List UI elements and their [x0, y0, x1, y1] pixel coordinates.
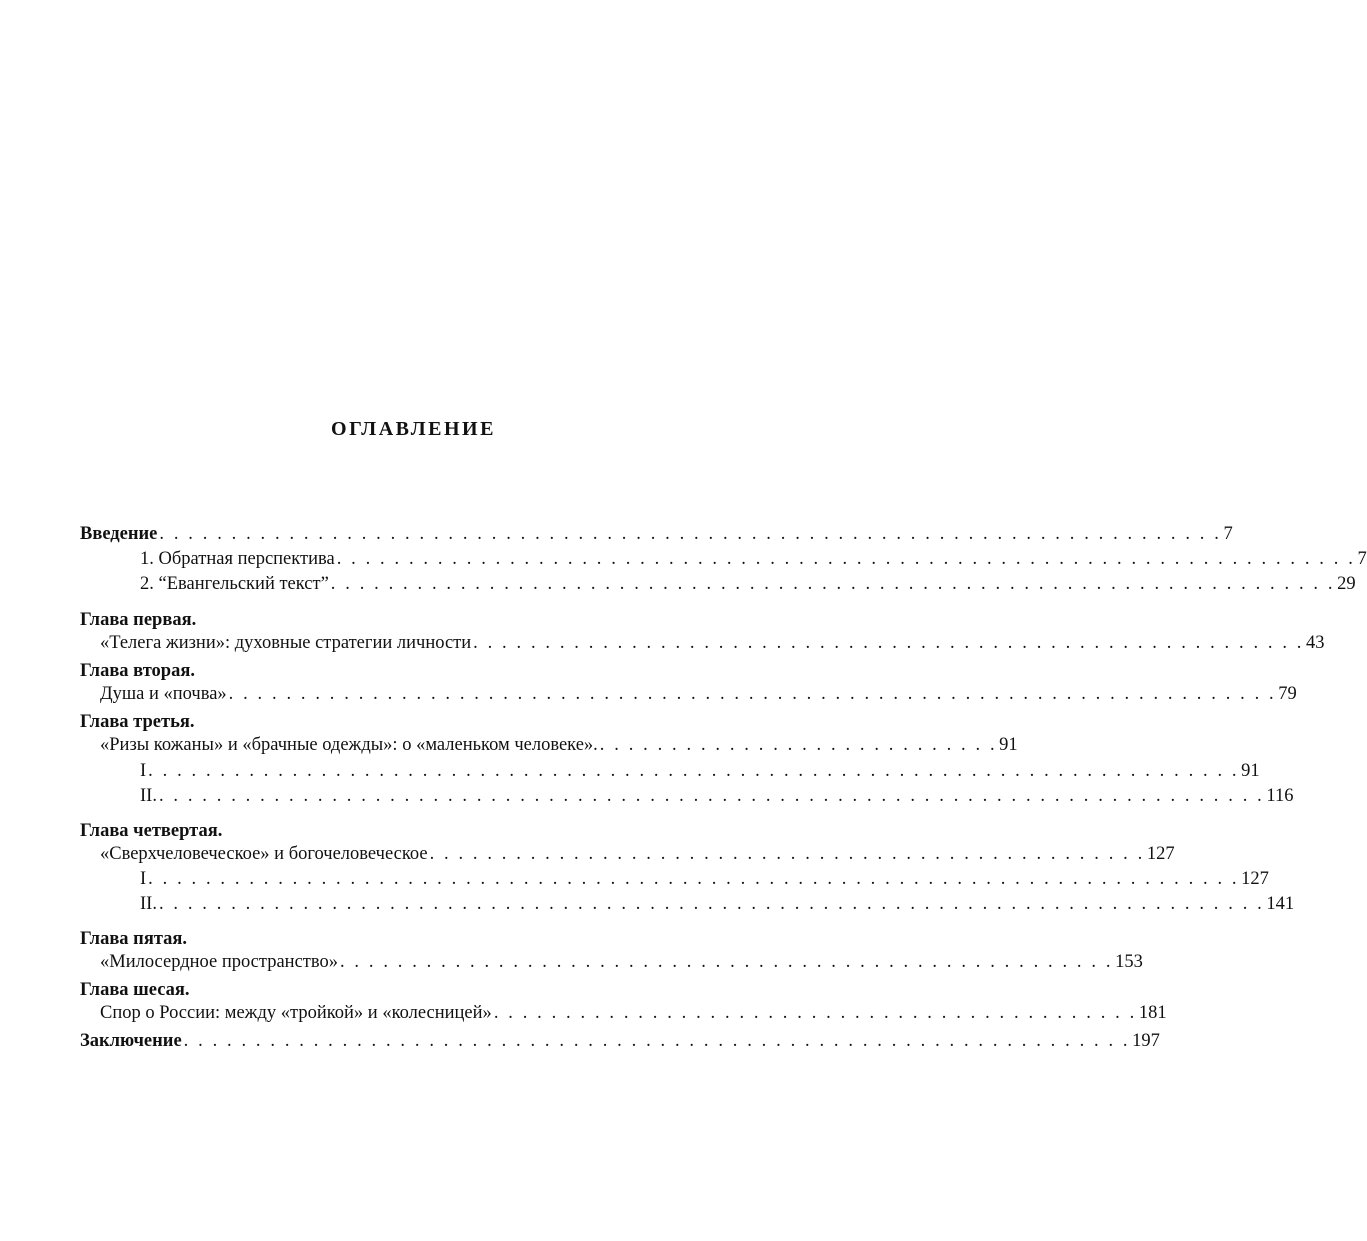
toc-page-number: 181 [1138, 1003, 1167, 1023]
toc-page-number: 91 [1241, 761, 1260, 781]
toc-entry-subsection [140, 759, 1260, 783]
toc-chapter-heading: Глава шесая. [80, 980, 190, 1000]
toc-page-number: 197 [1132, 1031, 1160, 1051]
toc-entry-introduction [80, 522, 1233, 546]
toc-entry-text: II. [140, 786, 157, 806]
toc-entry-subsection [140, 572, 1356, 596]
dot-leader: . . . . . . . . . . . . . . . . . . . . . . . . . . . . . . . . . . . . . . . . . . . . . . . . . . . . . . . . . . . . . . . . . . . . . . . . . . . . . [158, 894, 1265, 914]
toc-page-number: 127 [1241, 869, 1269, 889]
dot-leader: . . . . . . . . . . . . . . . . . . . . . . . . . . . . . . . . . . . . . . . . . . . . . . . . . . . . . . . . . . . . . . . . . . [183, 1031, 1131, 1051]
toc-entry [100, 842, 1175, 866]
toc-page-number: 29 [1337, 574, 1356, 594]
toc-page-number: 127 [1146, 844, 1175, 864]
toc-entry-text: I [140, 869, 147, 889]
dot-leader: . . . . . . . . . . . . . . . . . . . . . . . . . . . . . . . . . . . . . . . . . . . . . . . . . . . . . . . . . . . . . . . . . . . . . . . . . . . . [148, 869, 1240, 889]
toc-page-number: 7 [1357, 549, 1367, 569]
toc-entry-text: «Телега жизни»: духовные стратегии личности [100, 633, 472, 653]
toc-entry-text: 1. Обратная перспектива [140, 549, 335, 569]
toc-page-number: 153 [1115, 952, 1143, 972]
dot-leader: . . . . . . . . . . . . . . . . . . . . . . . . . . . . . . . . . . . . . . . . . . . . . . . . . . . . . . . . . . [473, 633, 1305, 653]
toc-entry-text: I [140, 761, 147, 781]
toc-page-number: 91 [999, 735, 1018, 755]
dot-leader: . . . . . . . . . . . . . . . . . . . . . . . . . . . . . . . . . . . . . . . . . . . . . . . . . . . . . . [339, 952, 1114, 972]
dot-leader: . . . . . . . . . . . . . . . . . . . . . . . . . . . . . . . . . . . . . . . . . . . . . . . . . . . . . . . . . . . . . . . . . . . . . . . . . . . . . [158, 786, 1265, 806]
toc-entry-text: 2. “Евангельский текст” [140, 574, 329, 594]
toc-entry-text: II. [140, 894, 157, 914]
toc-title: ОГЛАВЛЕНИЕ [331, 418, 496, 440]
toc-chapter-heading: Глава пятая. [80, 929, 188, 949]
dot-leader: . . . . . . . . . . . . . . . . . . . . . . . . . . . . . . . . . . . . . . . . . . . . . . . . . . [429, 844, 1145, 864]
toc-entry [100, 682, 1297, 706]
toc-entry [100, 733, 1018, 757]
toc-page-number: 43 [1306, 633, 1325, 653]
toc-entry-text: «Сверхчеловеческое» и богочеловеческое [100, 844, 428, 864]
toc-entry-text: Заключение [80, 1031, 182, 1051]
toc-entry-subsection [140, 784, 1294, 808]
toc-chapter-heading: Глава четвертая. [80, 821, 223, 841]
toc-entry [100, 631, 1325, 655]
toc-entry-conclusion [80, 1029, 1160, 1053]
toc-entry [100, 1001, 1167, 1025]
toc-chapter-heading: Глава вторая. [80, 661, 195, 681]
dot-leader: . . . . . . . . . . . . . . . . . . . . . . . . . . . . . . . . . . . . . . . . . . . . . . . . . . . . . . . . . . . . . . . . . . . . . . . . . . . . [148, 761, 1240, 781]
toc-chapter-heading: Глава третья. [80, 712, 195, 732]
dot-leader: . . . . . . . . . . . . . . . . . . . . . . . . . . . . [599, 735, 998, 755]
toc-entry-subsection [140, 547, 1367, 571]
dot-leader: . . . . . . . . . . . . . . . . . . . . . . . . . . . . . . . . . . . . . . . . . . . . . . . . . . . . . . . . . . . . . . . . . . . . . . [330, 574, 1336, 594]
toc-entry [100, 950, 1143, 974]
dot-leader: . . . . . . . . . . . . . . . . . . . . . . . . . . . . . . . . . . . . . . . . . . . . . . . . . . . . . . . . . . . . . . . . . . . . . . . . . [228, 684, 1277, 704]
toc-page-number: 141 [1266, 894, 1295, 914]
dot-leader: . . . . . . . . . . . . . . . . . . . . . . . . . . . . . . . . . . . . . . . . . . . . . [493, 1003, 1137, 1023]
toc-entry-text: «Ризы кожаны» и «брачные одежды»: о «маленьком человеке». [100, 735, 598, 755]
toc-entry-text: Душа и «почва» [100, 684, 227, 704]
dot-leader: . . . . . . . . . . . . . . . . . . . . . . . . . . . . . . . . . . . . . . . . . . . . . . . . . . . . . . . . . . . . . . . . . . . . . . . [336, 549, 1356, 569]
toc-page-number: 116 [1266, 786, 1294, 806]
toc-entry-text: Введение [80, 524, 158, 544]
toc-chapter-heading: Глава первая. [80, 610, 197, 630]
toc-entry-text: «Милосердное пространство» [100, 952, 338, 972]
toc-page-number: 7 [1223, 524, 1233, 544]
dot-leader: . . . . . . . . . . . . . . . . . . . . . . . . . . . . . . . . . . . . . . . . . . . . . . . . . . . . . . . . . . . . . . . . . . . . . . . . . . [159, 524, 1222, 544]
toc-entry-text: Спор о России: между «тройкой» и «колесницей» [100, 1003, 492, 1023]
toc-entry-subsection [140, 867, 1269, 891]
toc-entry-subsection [140, 892, 1295, 916]
toc-page-number: 79 [1278, 684, 1297, 704]
